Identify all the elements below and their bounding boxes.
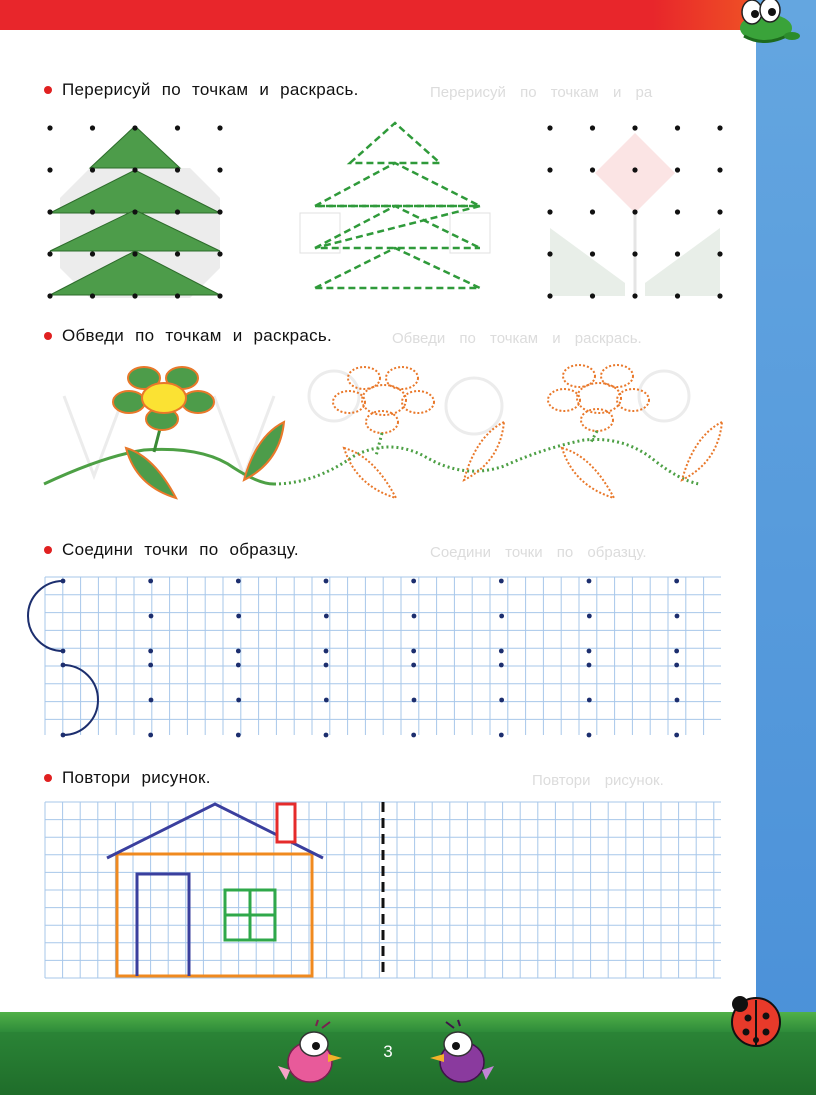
pattern-dot <box>587 614 592 619</box>
grid-dot <box>675 167 680 172</box>
pattern-dot <box>674 579 679 584</box>
grid-dot <box>47 167 52 172</box>
tree-dashed <box>300 118 490 308</box>
grid-dot <box>217 293 222 298</box>
grid-dot <box>590 293 595 298</box>
ghost-text-4: Повтори рисунок. <box>532 772 664 789</box>
pattern-dot <box>587 649 592 654</box>
grid-dot <box>675 293 680 298</box>
pattern-dot <box>61 663 66 668</box>
bullet-icon <box>44 86 52 94</box>
grid-dot <box>717 125 722 130</box>
pattern-dot <box>236 698 241 703</box>
grid-dot <box>90 293 95 298</box>
bullet-icon <box>44 774 52 782</box>
ghost-text-3: Соедини точки по образцу. <box>430 544 647 561</box>
task-2-heading <box>44 326 332 346</box>
pattern-dot <box>236 663 241 668</box>
grid-dot <box>175 167 180 172</box>
task-1-text: Перерисуй по точкам и раскрась. <box>62 80 359 99</box>
grid-dot <box>175 125 180 130</box>
grid-dot <box>175 251 180 256</box>
task-2-text: Обведи по точкам и раскрась. <box>62 326 333 345</box>
pattern-dot <box>61 649 66 654</box>
grid-dot <box>90 209 95 214</box>
grid-dot <box>90 125 95 130</box>
grid-dot <box>132 293 137 298</box>
pattern-dot <box>236 614 241 619</box>
bullet-icon <box>44 332 52 340</box>
tree-sample <box>40 118 240 308</box>
grid-dot <box>90 251 95 256</box>
grid-dot <box>47 293 52 298</box>
page-number: 3 <box>383 1042 393 1061</box>
purple-bird-icon <box>428 1022 498 1088</box>
pattern-dot <box>411 663 416 668</box>
flowers-row <box>44 356 744 516</box>
pattern-dot <box>412 698 417 703</box>
grid-dot <box>632 125 637 130</box>
ghost-text-2: Обведи по точкам и раскрась. <box>392 330 642 347</box>
pattern-dot <box>324 733 329 738</box>
task-3-heading <box>44 540 299 560</box>
grid-dot <box>717 209 722 214</box>
flower-dot-grid <box>540 118 730 308</box>
right-color-strip <box>756 0 816 1095</box>
grid-dot <box>590 209 595 214</box>
grid-dot <box>547 209 552 214</box>
grid-dot <box>47 209 52 214</box>
pattern-dot <box>411 579 416 584</box>
pattern-dot <box>148 733 153 738</box>
pattern-dot <box>236 733 241 738</box>
grid-dot <box>717 293 722 298</box>
grid-dot <box>132 251 137 256</box>
grid-dot <box>632 167 637 172</box>
ghost-text-1: Перерисуй по точкам и ра <box>430 84 653 101</box>
pattern-dot <box>675 698 680 703</box>
pattern-dot <box>236 579 241 584</box>
pattern-dot <box>499 733 504 738</box>
grid-dot <box>547 125 552 130</box>
pattern-dot <box>149 614 154 619</box>
pattern-dot <box>499 614 504 619</box>
grid-dot <box>132 209 137 214</box>
grid-dot <box>217 251 222 256</box>
pattern-dot <box>499 579 504 584</box>
pattern-dot <box>499 649 504 654</box>
grid-dot <box>632 251 637 256</box>
grid-dot <box>47 125 52 130</box>
pattern-dot <box>675 614 680 619</box>
pattern-dot <box>587 698 592 703</box>
grid-dot <box>632 293 637 298</box>
grid-dot <box>547 251 552 256</box>
grid-dot <box>632 209 637 214</box>
grid-dot <box>717 167 722 172</box>
house-drawing-grid <box>45 802 721 978</box>
grid-dot <box>590 251 595 256</box>
pattern-dot <box>148 579 153 584</box>
pink-bird-icon <box>276 1022 346 1088</box>
frog-icon <box>722 0 802 50</box>
pattern-dot <box>236 649 241 654</box>
grid-dot <box>590 125 595 130</box>
grid-dot <box>132 167 137 172</box>
pattern-dot <box>324 698 329 703</box>
grid-dot <box>217 167 222 172</box>
grid-dot <box>675 209 680 214</box>
grid-dot <box>547 293 552 298</box>
grid-dot <box>217 209 222 214</box>
task-4-text: Повтори рисунок. <box>62 768 211 787</box>
arc-dot-grid <box>45 577 721 735</box>
grid-dot <box>175 209 180 214</box>
top-color-bar <box>0 0 816 30</box>
pattern-dot <box>587 733 592 738</box>
grid-dot <box>675 125 680 130</box>
pattern-dot <box>587 579 592 584</box>
pattern-dot <box>324 614 329 619</box>
grid-dot <box>90 167 95 172</box>
pattern-dot <box>674 663 679 668</box>
pattern-dot <box>324 579 329 584</box>
pattern-dot <box>61 733 66 738</box>
grid-dot <box>590 167 595 172</box>
bullet-icon <box>44 546 52 554</box>
pattern-dot <box>148 649 153 654</box>
pattern-dot <box>674 733 679 738</box>
grid-dot <box>217 125 222 130</box>
task-1-heading <box>44 80 359 100</box>
pattern-dot <box>411 733 416 738</box>
grid-dot <box>132 125 137 130</box>
pattern-dot <box>324 649 329 654</box>
pattern-dot <box>412 614 417 619</box>
task-3-text: Соедини точки по образцу. <box>62 540 299 559</box>
task-4-heading <box>44 768 211 788</box>
grid-dot <box>717 251 722 256</box>
pattern-dot <box>324 663 329 668</box>
grid-dot <box>547 167 552 172</box>
grid-dot <box>675 251 680 256</box>
pattern-dot <box>411 649 416 654</box>
pattern-dot <box>148 663 153 668</box>
ladybug-icon <box>726 990 786 1050</box>
grid-dot <box>47 251 52 256</box>
pattern-dot <box>499 698 504 703</box>
pattern-dot <box>149 698 154 703</box>
pattern-dot <box>674 649 679 654</box>
pattern-dot <box>499 663 504 668</box>
pattern-dot <box>61 579 66 584</box>
pattern-dot <box>587 663 592 668</box>
grid-dot <box>175 293 180 298</box>
bottom-band-highlight <box>0 1012 816 1032</box>
